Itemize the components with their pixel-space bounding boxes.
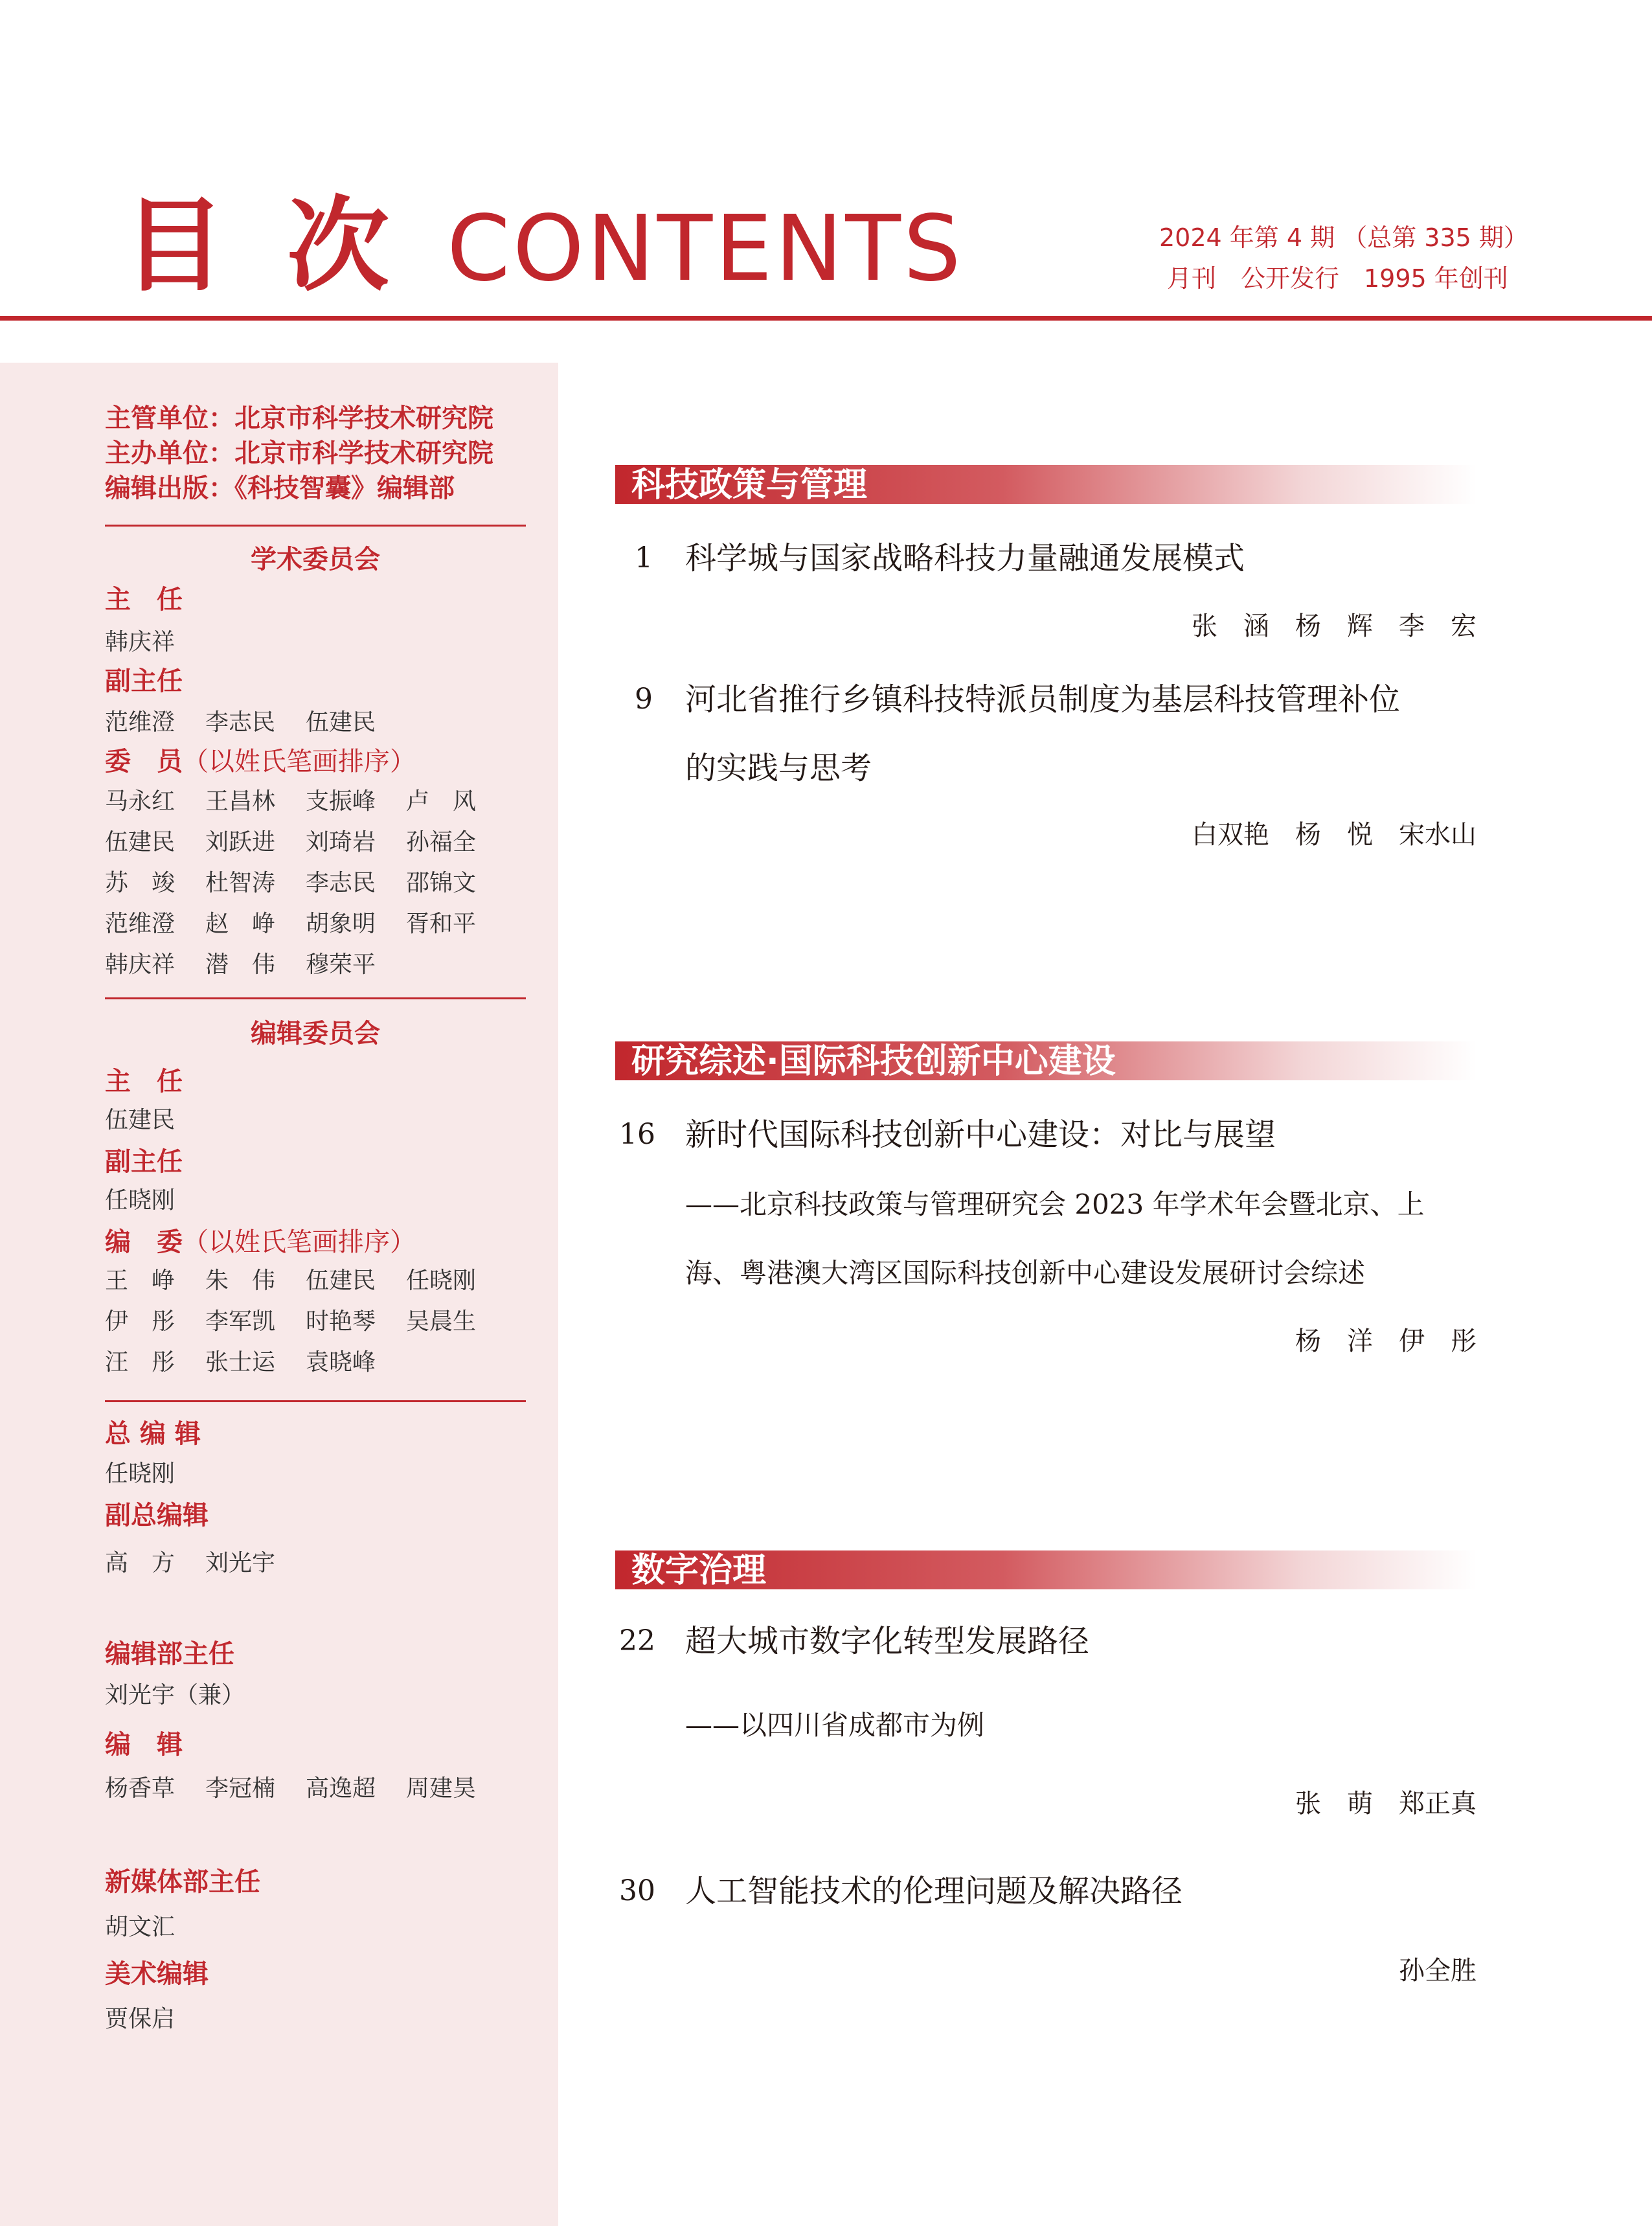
member-row: 韩庆祥 潜 伟 穆荣平 — [105, 951, 376, 978]
sidebar-divider — [105, 1400, 526, 1402]
article-title[interactable]: 河北省推行乡镇科技特派员制度为基层科技管理补位 — [685, 681, 1401, 718]
page-number[interactable]: 9 — [635, 683, 653, 716]
page-number[interactable]: 30 — [619, 1874, 655, 1907]
page-number[interactable]: 1 — [635, 541, 653, 574]
chief-editor-label: 总 编 辑 — [105, 1419, 201, 1449]
article-subtitle: ——以四川省成都市为例 — [685, 1709, 985, 1741]
member-row: 伊 彤 李军凯 时艳琴 吴晨生 — [105, 1308, 477, 1335]
sidebar-divider — [105, 525, 526, 527]
org-supervisor: 主管单位：北京市科学技术研究院 — [105, 403, 493, 433]
person-name: 李志民 — [205, 709, 276, 736]
article-subtitle: ——北京科技政策与管理研究会 2023 年学术年会暨北京、上 — [685, 1188, 1425, 1220]
article-title-cont[interactable]: 的实践与思考 — [685, 750, 872, 786]
member-row: 伍建民 刘跃进 刘琦岩 孙福全 — [105, 829, 477, 856]
editorial-deputy: 任晓刚 — [105, 1187, 175, 1214]
person-name: 李冠楠 — [205, 1775, 276, 1802]
article-title[interactable]: 科学城与国家战略科技力量融通发展模式 — [685, 540, 1245, 576]
person-name: 高 方 — [105, 1550, 175, 1576]
sort-note: （以姓氏笔画排序） — [183, 1227, 416, 1257]
person-name: 周建昊 — [406, 1775, 477, 1802]
academic-deputy-label: 副主任 — [105, 666, 183, 696]
member-row: 汪 彤 张士运 袁晓峰 — [105, 1349, 376, 1376]
editorial-director: 伍建民 — [105, 1107, 175, 1133]
editors-label: 编 辑 — [105, 1730, 183, 1760]
member-row: 苏 竣 杜智涛 李志民 邵锦文 — [105, 870, 477, 896]
person-name: 杨香草 — [105, 1775, 175, 1802]
org-sponsor: 主办单位：北京市科学技术研究院 — [105, 438, 493, 468]
member-row: 范维澄 赵 峥 胡象明 胥和平 — [105, 911, 477, 937]
title-cn: 目 次 — [123, 187, 389, 306]
editorial-members-label: 编 委（以姓氏笔画排序） — [105, 1227, 416, 1257]
section-band — [615, 1041, 1477, 1080]
article-title[interactable]: 超大城市数字化转型发展路径 — [685, 1623, 1090, 1659]
publication-line: 月刊 公开发行 1995 年创刊 — [1167, 264, 1508, 293]
org-publisher: 编辑出版：《科技智囊》编辑部 — [105, 473, 455, 503]
article-title[interactable]: 新时代国际科技创新中心建设：对比与展望 — [685, 1117, 1276, 1153]
article-authors: 杨 洋 伊 彤 — [1295, 1326, 1477, 1356]
article-title[interactable]: 人工智能技术的伦理问题及解决路径 — [685, 1873, 1183, 1909]
editorial-office-director: 刘光宇（兼） — [105, 1682, 245, 1709]
editorial-members — [105, 1264, 506, 1380]
header-rule — [0, 316, 1652, 321]
deputy-chief-editor-label: 副总编辑 — [105, 1501, 209, 1530]
article-subtitle-cont: 海、粤港澳大湾区国际科技创新中心建设发展研讨会综述 — [685, 1257, 1366, 1289]
academic-committee-heading: 学术委员会 — [251, 545, 380, 574]
section-title: 研究综述·国际科技创新中心建设 — [631, 1042, 1116, 1081]
person-name: 刘光宇 — [205, 1550, 276, 1576]
sort-note: （以姓氏笔画排序） — [183, 747, 416, 777]
article-authors: 白双艳 杨 悦 宋水山 — [1192, 820, 1477, 850]
member-row: 王 峥 朱 伟 伍建民 任晓刚 — [105, 1267, 477, 1294]
chief-editor: 任晓刚 — [105, 1460, 175, 1487]
art-editor-label: 美术编辑 — [105, 1959, 209, 1989]
academic-members-label: 委 员（以姓氏笔画排序） — [105, 747, 416, 777]
new-media-director-label: 新媒体部主任 — [105, 1867, 260, 1897]
deputy-chief-editors — [105, 1547, 306, 1580]
member-row: 马永红 王昌林 支振峰 卢 风 — [105, 788, 477, 815]
academic-director: 韩庆祥 — [105, 629, 175, 655]
article-authors: 孙全胜 — [1399, 1956, 1477, 1986]
person-name: 范维澄 — [105, 709, 175, 736]
editorial-committee-heading: 编辑委员会 — [251, 1019, 380, 1049]
page-number[interactable]: 16 — [619, 1118, 655, 1151]
article-authors: 张 萌 郑正真 — [1295, 1789, 1477, 1819]
editorial-office-director-label: 编辑部主任 — [105, 1639, 234, 1669]
academic-deputies — [105, 706, 406, 740]
sidebar-divider — [105, 997, 526, 999]
editorial-deputy-label: 副主任 — [105, 1147, 183, 1177]
section-title: 数字治理 — [631, 1551, 767, 1590]
person-name: 高逸超 — [306, 1775, 376, 1802]
page-number[interactable]: 22 — [619, 1624, 655, 1657]
article-authors: 张 涵 杨 辉 李 宏 — [1192, 611, 1477, 641]
section-band — [615, 1550, 1477, 1589]
academic-members — [105, 785, 506, 982]
editorial-director-label: 主 任 — [105, 1067, 183, 1096]
editors — [105, 1772, 506, 1806]
new-media-director: 胡文汇 — [105, 1914, 175, 1940]
person-name: 伍建民 — [306, 709, 376, 736]
section-title: 科技政策与管理 — [631, 466, 868, 505]
issue-line: 2024 年第 4 期 （总第 335 期） — [1159, 223, 1528, 252]
section-band — [615, 465, 1477, 504]
art-editor: 贾保启 — [105, 2006, 175, 2032]
academic-director-label: 主 任 — [105, 585, 183, 615]
title-en: CONTENTS — [447, 196, 964, 302]
